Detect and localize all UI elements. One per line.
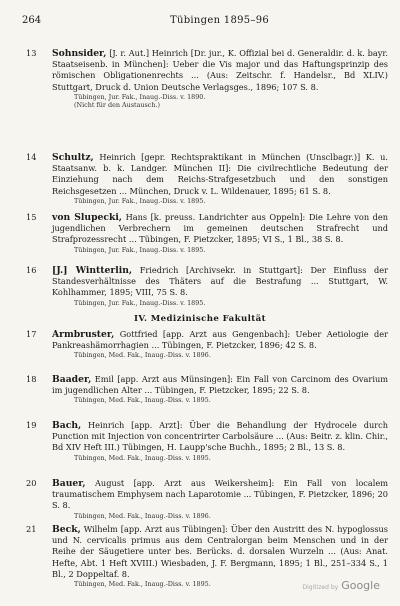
entry-author: Beck, [52,524,81,535]
entry-text [52,152,388,197]
entry-note: Tübingen, Jur. Fak., Inaug.-Diss. v. 1895. [74,196,206,205]
entry-note: Tübingen, Med. Fak., Inaug.-Diss. v. 1896. [74,511,211,520]
entry-text [52,329,388,351]
entry-number: 14 [26,152,37,162]
entry-number: 16 [26,265,37,275]
entry-body: [J. r. Aut.] Heinrich [Dr. jur., K. Offizial bei d. Generaldir. d. k. bayr. Staatseisenb. in München]: Ueber die Vis major und das Haftungsprinzip des römischen Obligationenrechts ... (Aus: Zeitschr. f. Handelsr., Bd XLIV.) Stuttgart, Druck d. Union Deutsche Verlagsges., 1896; 107 S. 8. [52,48,388,92]
entry-author: Bauer, [52,478,86,489]
entry-body: Gottfried [app. Arzt aus Gengenbach]: Ueber Aetiologie der Pankreashämorrhagien ... Tübingen, F. Pietzcker, 1896; 42 S. 8. [52,329,388,351]
entry-number: 19 [26,420,37,430]
entry-author: Sohnsider, [52,48,107,59]
entry-note: Tübingen, Jur. Fak., Inaug.-Diss. v. 1895. [74,298,206,307]
entry-author: Schultz, [52,152,94,163]
bibliography-entry-13 [26,48,388,109]
bibliography-entry-20 [26,478,388,520]
entry-body: Wilhelm [app. Arzt aus Tübingen]: Über den Austritt des N. hypoglossus und N. cervicalis primus aus dem Centralorgan beim Menschen und in der Reihe der Säugetiere unter bes. Berücks. d. dorsalen Wurzeln ... (Aus: Anat. Hefte, Abt. 1 Heft XVIII.) Wiesbaden, J. F. Bergmann, 1895; 1 Bl., 251–334 S., 1 Bl., 2 Doppeltaf. 8. [52,524,388,579]
entry-body: Heinrich [app. Arzt]: Über die Behandlung der Hydrocele durch Punction mit Injection von concentrirter Carbolsäure ... (Aus: Beitr. z. klin. Chir., Bd XIV Heft III.) Tübingen, H. Laupp'sche Buchh., 1895; 2 Bl., 13 S. 8. [52,420,388,453]
entry-text [52,478,388,512]
entry-text [52,265,388,299]
entry-body: August [app. Arzt aus Weikersheim]: Ein Fall von localem traumatischem Emphysem nach Laparotomie ... Tübingen, F. Pietzcker, 1896; 20 S. 8. [52,478,388,511]
entry-note: Tübingen, Jur. Fak., Inaug.-Diss. v. 1895. [74,245,206,254]
digitization-watermark [303,579,381,592]
entry-text [52,420,388,454]
entry-note: Tübingen, Jur. Fak., Inaug.-Diss. v. 1890. [74,92,206,101]
bibliography-entry-18 [26,374,389,405]
entry-author: Baader, [52,374,92,385]
entry-note: Tübingen, Med. Fak., Inaug.-Diss. v. 1895. [74,396,211,405]
running-header [22,15,390,27]
bibliography-entry-14 [26,152,388,205]
running-title: Tübingen 1895–96 [170,15,270,26]
entry-note: Tübingen, Med. Fak., Inaug.-Diss. v. 1896. [74,351,211,360]
bibliography-entry-15 [26,212,388,254]
entry-author: von Slupecki, [52,212,123,223]
entry-note: (Nicht für den Austausch.) [74,100,161,109]
watermark-brand: Google [341,579,380,592]
entry-number: 15 [26,212,37,222]
entry-body: Heinrich [gepr. Rechtspraktikant in München (Unsclbagr.)] K. u. Staatsanw. b. k. Landger. München II]: Die civilrechtliche Bedeutung der Einziehung nach dem Reichs-Strafgesetzbuch und den sonstigen Reichsgesetzen ... München, Druck v. L. Wildenauer, 1895; 61 S. 8. [52,152,388,196]
entry-text [52,524,388,580]
entry-author: Armbruster, [52,329,115,340]
entry-text [52,212,388,246]
bibliography-entry-17 [26,329,388,360]
page-number: 264 [22,15,42,26]
entry-number: 20 [26,478,37,488]
bibliography-entry-19 [26,420,388,462]
section-heading: IV. Medizinische Fakultät [133,314,267,324]
entry-number: 13 [26,48,37,58]
entry-number: 17 [26,329,37,339]
entry-note: Tübingen, Med. Fak., Inaug.-Diss. v. 1895. [74,580,211,589]
watermark-prefix: Digitized by [302,584,339,591]
entry-note: Tübingen, Med. Fak., Inaug.-Diss. v. 1895. [74,453,211,462]
entry-author: Bach, [52,420,82,431]
entry-author: [J.] Wintterlin, [52,265,133,276]
entry-body: Hans [k. preuss. Landrichter aus Oppeln]: Die Lehre von den jugendlichen Verbrechern im gemeinen deutschen Strafrecht und Strafprozessrecht ... Tübingen, F. Pietzcker, 1895; VI S., 1 Bl., 38 S. 8. [52,212,388,245]
entry-body: Emil [app. Arzt aus Münsingen]: Ein Fall von Carcinom des Ovarium im jugendlichen Alter ... Tübingen, F. Pietzcker, 1895; 22 S. 8. [52,374,389,396]
entry-text [52,374,388,396]
entry-text [52,48,388,93]
bibliography-entry-16 [26,265,388,307]
entry-body: Friedrich [Archivsekr. in Stuttgart]: Der Einfluss der Standesverhältnisse des Thäters auf die Bestrafung ... Stuttgart, W. Kohlhammer, 1895; VIII, 75 S. 8. [52,265,388,298]
entry-number: 18 [26,374,37,384]
entry-number: 21 [26,524,37,534]
